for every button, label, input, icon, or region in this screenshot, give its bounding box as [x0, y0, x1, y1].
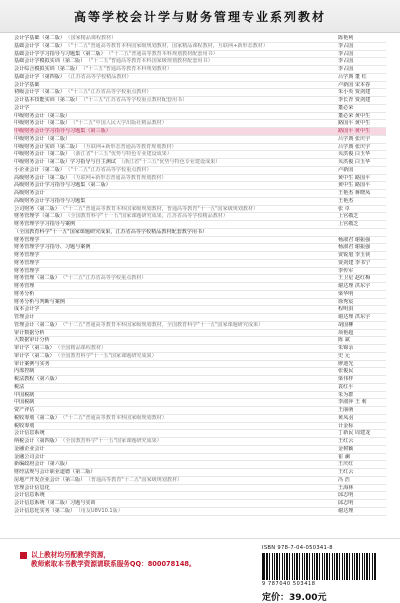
- isbn-text: ISBN 978-7-04-050341-8: [262, 545, 333, 551]
- book-author: 王卫星 赵红梅: [338, 275, 371, 282]
- book-author: 贾锐旭 李玉侠: [338, 252, 371, 258]
- book-title: [14, 275, 334, 282]
- book-title: [14, 175, 334, 182]
- book-note: （"十二五"普通高等教育本科国家级规划教材，普通高等教育"十一五"国家级规划教材）: [62, 205, 259, 212]
- book-title: [14, 353, 334, 360]
- book-row: [14, 167, 386, 175]
- book-author: 梁伟样: [338, 376, 354, 382]
- book-title-text: 中级财务会计（第二版）学习指导与自主测试: [14, 159, 116, 165]
- book-row: [14, 399, 386, 407]
- book-row: [14, 51, 386, 59]
- book-title-text: 财务管理学: [14, 252, 40, 258]
- book-title-text: 审计学（第二版）: [14, 352, 55, 359]
- price-label: 定价：39.00元: [262, 593, 327, 603]
- book-title: [14, 500, 334, 507]
- book-author: 陈艳利: [338, 35, 354, 41]
- book-row: [14, 105, 386, 113]
- book-title-text: 财务分析: [14, 290, 35, 297]
- book-title: [14, 58, 334, 65]
- book-row: [14, 368, 386, 376]
- book-note: （浙江省"十三五"优势与特色专业建设成果）: [118, 159, 221, 165]
- book-row: [14, 376, 386, 384]
- book-title: [14, 330, 334, 337]
- book-author: 王丽萌: [338, 407, 354, 413]
- book-title-text: 公司财务（第二版）: [14, 205, 60, 212]
- book-author: 上官敬芝: [338, 213, 359, 220]
- book-row: [14, 438, 386, 446]
- book-title-text: 小企业会计（第二版）: [14, 166, 65, 173]
- book-note: （互联网+新形态普通高等教育规划教材）: [73, 174, 167, 181]
- book-author: 袁红平: [338, 383, 354, 390]
- book-title-text: 会计学基础（第二版）: [14, 35, 65, 41]
- book-row: [14, 244, 386, 252]
- book-row: [14, 322, 386, 330]
- book-row: [14, 198, 386, 206]
- book-title: [14, 376, 334, 383]
- book-title-text: 中级财务会计（第二版）: [14, 120, 71, 127]
- book-title-text: 新编政府会计（第六版）: [14, 461, 71, 468]
- book-author: 王红云: [338, 469, 354, 475]
- book-title-text: 基础会计学学习指导与习题集（第二版）: [14, 50, 106, 57]
- book-title-text: 成本会计学: [14, 306, 40, 313]
- book-author: 程明涓: [338, 306, 354, 313]
- book-row: [14, 190, 386, 198]
- book-author: 金树颖: [338, 445, 354, 452]
- book-author: 吕学典 张庆宇: [338, 135, 371, 142]
- book-title-text: 审计学（第三版）: [14, 345, 55, 351]
- book-title-text: 会计信息系统: [14, 492, 45, 499]
- book-note: （江苏省高等学校精品教材）: [67, 73, 132, 80]
- book-note: （"十二五"普通高等教育本科国家级规划教材配套用书）: [88, 58, 213, 65]
- book-title-text: （全国教育科学"十一五"国家课题研究成果，江苏省高等学校精品教材配套教学用书）: [14, 228, 208, 235]
- book-title-text: 管理会计: [14, 314, 35, 320]
- book-title-text: 会计学基础: [14, 81, 40, 88]
- book-row: [14, 89, 386, 97]
- book-title-text: 管理会计信息化: [14, 484, 50, 491]
- book-author: 项艳超: [338, 329, 354, 336]
- book-title-text: 税法: [14, 383, 25, 390]
- book-row: [14, 485, 386, 493]
- book-title-text: 审计数据分析: [14, 329, 45, 336]
- book-note: （全国教育科学"十一五"国家课题研究成果，江苏省高等学校精品教材）: [67, 213, 228, 220]
- book-row: [14, 353, 386, 361]
- square-bullet-icon: [20, 552, 27, 559]
- book-title-text: 基础会计学模拟实训（第二版）: [14, 58, 86, 65]
- book-title: [14, 113, 334, 120]
- book-title: [14, 392, 334, 399]
- book-title: [14, 159, 334, 166]
- book-author: 丁新民 周建龙: [338, 430, 371, 437]
- page-title: 高等学校会计学与财务管理专业系列教材: [73, 9, 326, 24]
- book-title: [14, 198, 334, 205]
- book-note: （"十二五"江苏省高等学校重点教材）: [62, 275, 147, 282]
- book-row: [14, 260, 386, 268]
- book-title: [14, 51, 334, 58]
- book-title: [14, 74, 334, 81]
- book-note: （"十二五"普通高等教育本科国家级规划教材，国家精品课程教材，互联网+新形态教材）: [67, 42, 268, 49]
- book-row: [14, 151, 386, 159]
- book-author: 李传军: [338, 267, 354, 274]
- book-note: （"十二五"普通高等教育本科国家级规划教材）: [62, 414, 167, 421]
- book-title: [14, 306, 334, 313]
- book-row: [14, 430, 386, 438]
- book-title: [14, 190, 334, 197]
- book-row: [14, 330, 386, 338]
- book-row: [14, 361, 386, 369]
- book-title: [14, 66, 334, 73]
- book-note: （"十二五"中国人民大学出版社精品教材）: [73, 120, 167, 127]
- notice-line-1: 以上教材均另配教学资源，: [31, 551, 111, 559]
- book-row: [14, 58, 386, 66]
- book-title: [14, 151, 334, 158]
- book-author: 廖迪光: [338, 360, 354, 367]
- book-title-text: 财务管理（第二版）: [14, 275, 60, 282]
- book-author: 吕学典 张庆宇: [338, 143, 371, 150]
- book-title: [14, 322, 334, 329]
- book-author: 贝洪俊 白玉华: [338, 159, 371, 165]
- book-note: （"十三五"普通高等教育本科规划教材）: [83, 66, 172, 72]
- book-author: 陈 斌: [338, 337, 350, 344]
- book-title-text: 中级财务会计（第二版）: [14, 151, 71, 158]
- book-row: [14, 337, 386, 345]
- book-author: 路国平 黄中生: [338, 120, 371, 127]
- book-title-text: 金融公司会计: [14, 453, 45, 460]
- book-row: [14, 345, 386, 353]
- book-title: [14, 252, 334, 259]
- book-title-text: 中国税制: [14, 391, 35, 398]
- book-title-text: 基础会计学（第四版）: [14, 73, 65, 80]
- book-title: [14, 182, 334, 189]
- book-row: [14, 182, 386, 190]
- book-title: [14, 423, 334, 430]
- book-note: （"十三五"江苏省高等学校重点教材配套用书）: [83, 97, 188, 103]
- book-note: （互联网+新形态普通高等教育规划教材）: [83, 143, 177, 150]
- book-row: [14, 35, 386, 43]
- book-author: 黄中生 路国平: [338, 182, 371, 189]
- book-author: 王艳杰 蒋晓凤: [338, 190, 371, 196]
- book-title: [14, 508, 334, 515]
- book-row: [14, 229, 386, 237]
- book-author: 王海林: [338, 484, 354, 491]
- book-title-text: 会计综合模拟实训（第二版）: [14, 66, 81, 72]
- book-title: [14, 299, 334, 306]
- book-author: 梁华明: [338, 290, 354, 297]
- book-title: [14, 97, 334, 104]
- book-row: [14, 136, 386, 144]
- book-title: [14, 120, 334, 127]
- book-title-text: 财务管理: [14, 283, 35, 289]
- book-title: [14, 291, 334, 298]
- book-row: [14, 392, 386, 400]
- book-author: 计金标: [338, 422, 354, 429]
- book-author: 卢新国: [338, 166, 354, 173]
- catalog-header: [0, 0, 400, 33]
- book-title-text: 会计信息化实务（第二版）: [14, 507, 76, 514]
- isbn-block: [262, 545, 386, 603]
- book-title: [14, 492, 334, 499]
- book-author: 邱志明: [338, 500, 354, 506]
- book-note: （全国教育科学"十一五"国家课题研究成果）: [57, 352, 157, 359]
- book-title: [14, 89, 334, 96]
- book-title: [14, 206, 334, 213]
- book-title: [14, 384, 334, 391]
- book-title: [14, 477, 334, 484]
- cover-footer: [0, 538, 400, 601]
- book-row: [14, 314, 386, 322]
- book-row: [14, 82, 386, 90]
- book-author: 史 元: [338, 352, 350, 359]
- book-author: 卢新国 宋本春: [338, 81, 371, 88]
- book-note: （国家精品课程教材）: [67, 35, 117, 41]
- book-title: [14, 268, 334, 275]
- book-title: [14, 345, 334, 352]
- book-title: [14, 407, 334, 414]
- book-row: [14, 74, 386, 82]
- book-author: 邱志明: [338, 492, 354, 499]
- book-note: （"十二五"江苏省高等学校重点教材）: [67, 166, 152, 173]
- book-note: （"十三五"江苏省高等学校重点教材）: [67, 89, 152, 96]
- book-title-text: 会计信息系统（第二版）习题与实训: [14, 500, 96, 506]
- book-author: 贾剑建 李书宁: [338, 259, 371, 266]
- book-row: [14, 454, 386, 462]
- book-row: [14, 306, 386, 314]
- book-title: [14, 35, 334, 42]
- book-note: （"十二五"普通高等教育本科国家级规划教材，全国教育科学"十一五"国家课题研究成果）: [62, 321, 264, 328]
- book-row: [14, 97, 386, 105]
- book-title-text: 会计信息系统: [14, 430, 45, 437]
- book-author: 胡国柳: [338, 321, 354, 328]
- book-row: [14, 252, 386, 260]
- book-title-text: 财务管理学: [14, 259, 40, 266]
- book-title-text: 财经法规与会计职业道德（第二版）: [14, 469, 96, 475]
- book-title-text: 高级财务会计: [14, 190, 45, 196]
- book-row: [14, 492, 386, 500]
- book-title: [14, 260, 334, 267]
- book-title-text: 审计案例与实务: [14, 360, 50, 367]
- book-title-text: 高级财务会计学习指导与习题集（第二版）: [14, 182, 111, 189]
- book-author: 张俊民: [338, 368, 354, 375]
- book-title: [14, 438, 334, 445]
- book-title-text: 金融企业会计: [14, 445, 45, 452]
- book-author: 谢达理: [338, 507, 354, 514]
- book-title-text: 纳税会计（第四版）: [14, 438, 60, 444]
- book-author: 谢达理 洪东宇: [338, 283, 371, 289]
- book-title: [14, 454, 334, 461]
- book-title: [14, 43, 334, 50]
- book-row: [14, 128, 386, 136]
- book-author: 张 卓: [338, 205, 350, 212]
- book-author: 杨淑君 谢振强: [338, 236, 371, 243]
- book-row: [14, 213, 386, 221]
- book-row: [14, 144, 386, 152]
- book-title-text: 大数据审计分析: [14, 337, 50, 344]
- book-title-text: 初级会计学（第二版）: [14, 89, 65, 96]
- book-title: [14, 237, 334, 244]
- book-author: 谢达理 洪东宇: [338, 314, 371, 320]
- book-row: [14, 221, 386, 229]
- book-title: [14, 136, 334, 143]
- book-author: 崔 澜: [338, 453, 350, 460]
- book-author: 李长青 贾剑建: [338, 97, 371, 103]
- book-row: [14, 291, 386, 299]
- book-row: [14, 43, 386, 51]
- notice-line-2: 教师索取本书教学资源请联系服务QQ：800078148。: [31, 560, 196, 568]
- book-title: [14, 399, 334, 406]
- book-row: [14, 275, 386, 283]
- book-title-text: 资产评估: [14, 407, 35, 413]
- book-author: 朱小英 贾剑建: [338, 89, 371, 96]
- book-title-text: 会计学: [14, 104, 30, 111]
- book-title: [14, 314, 334, 321]
- book-title: [14, 361, 334, 368]
- book-title: [14, 368, 334, 375]
- book-title-text: 财务管理学学习指导与案例: [14, 221, 76, 227]
- book-author: 吕学典 董 红: [338, 73, 367, 80]
- book-author: 黄中生 路国平: [338, 174, 371, 181]
- book-title-text: 房地产开发企业会计（第三版）: [14, 476, 86, 483]
- book-title-text: 中级财务会计（第二版）: [14, 135, 71, 142]
- book-title-text: 财务分析与判断与案例: [14, 298, 65, 305]
- book-title: [14, 461, 334, 468]
- book-title: [14, 469, 334, 476]
- resource-notice: [20, 551, 250, 569]
- book-author: 李占国: [338, 42, 354, 49]
- book-title: [14, 82, 334, 89]
- book-title-text: 管理会计（第二版）: [14, 321, 60, 328]
- book-row: [14, 477, 386, 485]
- book-author: 冯 浩: [338, 476, 350, 483]
- book-row: [14, 469, 386, 477]
- book-row: [14, 159, 386, 167]
- book-note: （"十二五"普通高等教育本科规划教材配套用书）: [108, 50, 218, 57]
- book-note: （用友U8V10.1版）: [78, 507, 123, 514]
- book-row: [14, 500, 386, 508]
- book-author: 贝洪俊 白玉华: [338, 151, 371, 158]
- book-row: [14, 423, 386, 431]
- book-title: [14, 244, 334, 251]
- book-author: 徐秀宸: [338, 298, 354, 305]
- book-title: [14, 167, 334, 174]
- book-author: 黄凤羽: [338, 414, 354, 421]
- book-row: [14, 299, 386, 307]
- book-title-text: 基础会计学（第二版）: [14, 42, 65, 49]
- book-row: [14, 120, 386, 128]
- book-title-text: 税法教程（第六版）: [14, 376, 60, 382]
- book-note: （全国精品课程教材）: [57, 345, 107, 351]
- book-title-text: 财务管理学（第二版）: [14, 213, 65, 220]
- book-row: [14, 415, 386, 423]
- book-title: [14, 430, 334, 437]
- book-row: [14, 113, 386, 121]
- book-title: [14, 229, 334, 236]
- book-author: 董必荣: [338, 104, 354, 111]
- book-author: 王庆红: [338, 461, 354, 468]
- book-title: [14, 105, 334, 112]
- book-row: [14, 384, 386, 392]
- book-note: （浙江省"十三五"优势与特色专业建设成果）: [73, 151, 172, 158]
- book-note: （全国教育科学"十一五"国家课题研究成果）: [62, 438, 162, 444]
- book-title: [14, 213, 334, 220]
- book-title-text: 财务管理学: [14, 236, 40, 243]
- book-author: 路国平 黄中生: [338, 128, 371, 134]
- book-author: 李占国: [338, 50, 354, 57]
- book-row: [14, 407, 386, 415]
- book-row: [14, 461, 386, 469]
- book-title: [14, 144, 334, 151]
- book-title-text: 高级财务会计学习指导与习题集: [14, 197, 86, 204]
- book-author: 李占国: [338, 66, 354, 72]
- book-title-text: 财务管理学学习指导、习题与案例: [14, 244, 91, 251]
- book-row: [14, 175, 386, 183]
- book-row: [14, 206, 386, 214]
- barcode-image: [262, 553, 376, 580]
- book-title-text: 中级财务会计实训（第二版）: [14, 143, 81, 150]
- book-row: [14, 268, 386, 276]
- book-title-text: 高级财务会计（第二版）: [14, 174, 71, 181]
- book-title-text: 中级财务会计（第三版）: [14, 112, 71, 119]
- book-title: [14, 283, 334, 290]
- book-author: 上官敬芝: [338, 221, 359, 227]
- book-title: [14, 221, 334, 228]
- book-title-text: 内部控制: [14, 368, 35, 375]
- book-title-text: 税收筹划（第二版）: [14, 414, 60, 421]
- book-title-text: 税收筹划: [14, 422, 35, 429]
- book-author: 朱为群: [338, 391, 354, 398]
- book-row: [14, 446, 386, 454]
- book-title: [14, 415, 334, 422]
- book-row: [14, 508, 386, 516]
- barcode-digits: 9 787040 503418: [262, 581, 316, 587]
- book-title-text: 财务管理学: [14, 267, 40, 274]
- book-author: 董必荣 黄中生: [338, 112, 371, 119]
- book-list: [14, 35, 386, 516]
- book-title: [14, 485, 334, 492]
- book-title-text: 会计基本技能实训（第二版）: [14, 97, 81, 103]
- book-row: [14, 283, 386, 291]
- book-author: 杨淑君 谢振强: [338, 244, 371, 251]
- book-row: [14, 237, 386, 245]
- book-author: 李淑萍 王 莉: [338, 399, 367, 406]
- book-title-text: 中国税制: [14, 399, 35, 406]
- book-author: 李占国: [338, 58, 354, 65]
- book-title: [14, 446, 334, 453]
- book-title: [14, 337, 334, 344]
- book-title: [14, 128, 334, 135]
- book-author: 朱锦余: [338, 345, 354, 351]
- book-author: 王艳杰: [338, 197, 354, 204]
- book-row: [14, 66, 386, 74]
- book-author: 王红云: [338, 438, 354, 444]
- book-title-text: 中级财务会计学习指导与习题集（第三版）: [14, 128, 111, 134]
- book-note: （普通高等教育"十二五"国家级规划教材）: [88, 476, 183, 483]
